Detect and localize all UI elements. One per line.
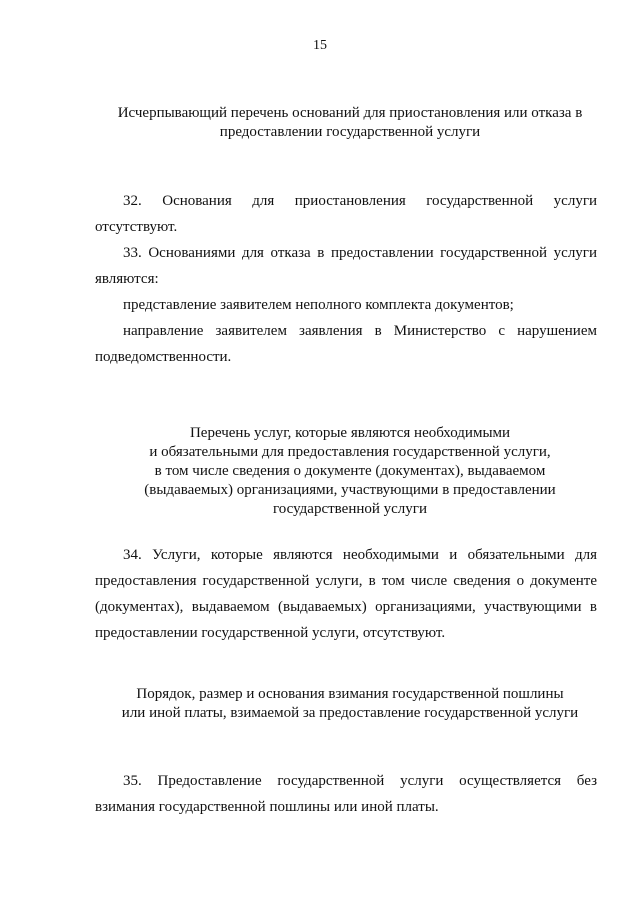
list-item-line: направление заявителем заявления в Министерство с нарушением [123, 323, 597, 339]
paragraph-line: отсутствуют. [95, 219, 178, 235]
section-heading-fees [95, 685, 605, 723]
paragraph-line: (документах), выдаваемом (выдаваемых) организациями, участвующими в [95, 599, 597, 615]
page-number: 15 [313, 38, 327, 53]
paragraph-32 [95, 188, 597, 240]
paragraph-line: предоставления государственной услуги, в том числе сведения о документе [95, 573, 597, 589]
heading-line: Перечень услуг, которые являются необходимыми [189, 425, 511, 441]
list-33 [95, 292, 597, 370]
paragraph-line: 34. Услуги, которые являются необходимыми и обязательными для [123, 547, 597, 563]
paragraph-line: 32. Основания для приостановления государственной услуги [123, 193, 597, 209]
paragraph-line: предоставлении государственной услуги, отсутствуют. [95, 625, 446, 641]
section-heading-required-services [95, 424, 605, 519]
list-item-line: подведомственности. [95, 349, 232, 365]
heading-line: или иной платы, взимаемой за предоставление государственной услуги [121, 705, 579, 721]
section-heading-refusal-grounds [95, 104, 605, 142]
heading-line: Исчерпывающий перечень оснований для приостановления или отказа в [117, 105, 583, 121]
heading-line: (выдаваемых) организациями, участвующими в предоставлении [144, 482, 556, 498]
heading-line: Порядок, размер и основания взимания государственной пошлины [136, 686, 564, 702]
heading-line: государственной услуги [273, 501, 427, 517]
list-item: представление заявителем неполного комплекта документов; [123, 297, 514, 313]
paragraph-33 [95, 240, 597, 292]
paragraph-line: 33. Основаниями для отказа в предоставлении государственной услуги [123, 245, 597, 261]
heading-line: и обязательными для предоставления государственной услуги, [149, 444, 551, 460]
paragraph-line: 35. Предоставление государственной услуги осуществляется без [123, 773, 597, 789]
paragraph-35 [95, 768, 597, 820]
paragraph-34 [95, 542, 597, 646]
paragraph-line: являются: [95, 271, 159, 287]
paragraph-line: взимания государственной пошлины или иной платы. [95, 799, 439, 815]
heading-line: предоставлении государственной услуги [219, 124, 481, 140]
heading-line: в том числе сведения о документе (документах), выдаваемом [154, 463, 546, 479]
